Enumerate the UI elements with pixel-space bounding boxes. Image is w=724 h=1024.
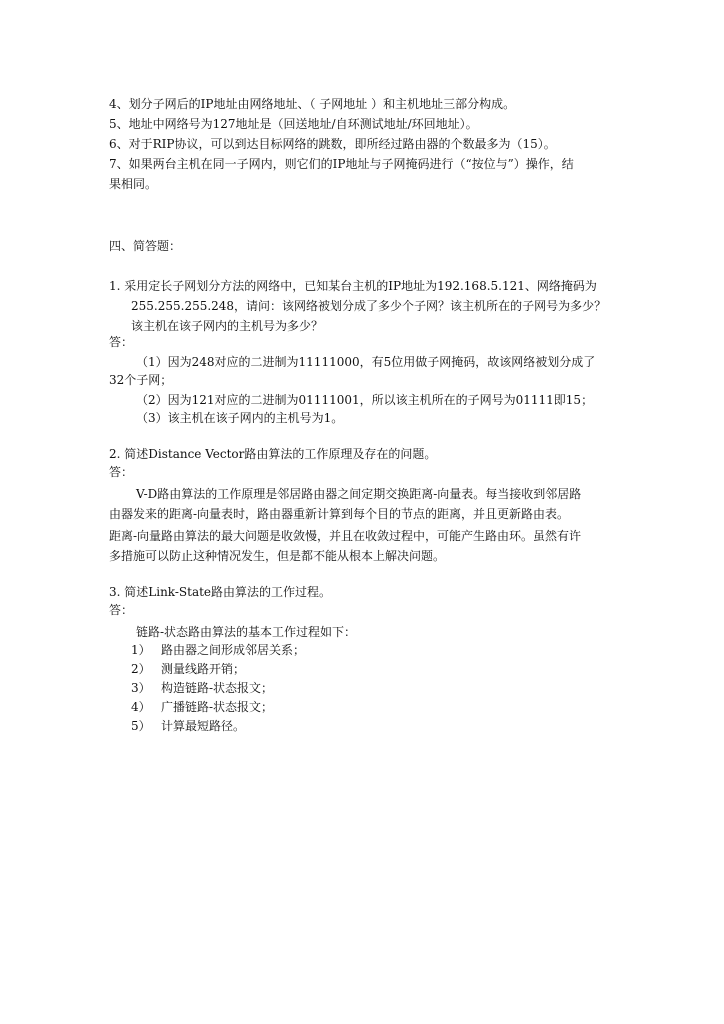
step-text: 广播链路-状态报文； <box>161 700 274 714</box>
fill-blank-6: 6、对于RIP协议，可以到达目标网络的跳数，即所经过路由器的个数最多为（15）。 <box>109 137 556 151</box>
question-1-answer-2: （2）因为121对应的二进制为01111001，所以该主机所在的子网号为01111即15； <box>136 393 594 407</box>
step-text: 路由器之间形成邻居关系； <box>161 643 306 657</box>
question-3-title: 3. 简述Link-State路由算法的工作过程。 <box>109 585 332 599</box>
question-1-answer-3: （3）该主机在该子网内的主机号为1。 <box>136 411 344 425</box>
question-2-answer-1-cont: 由器发来的距离-向量表时，路由器重新计算到每个目的节点的距离，并且更新路由表。 <box>109 507 570 521</box>
step-number: 1） <box>131 643 151 657</box>
section-title: 四、简答题： <box>109 239 182 253</box>
question-3-step <box>131 680 273 696</box>
step-text: 构造链路-状态报文； <box>161 681 274 695</box>
question-1-title: 1. 采用定长子网划分方法的网络中，已知某台主机的IP地址为192.168.5.121、网络掩码为 <box>109 279 597 293</box>
step-number: 2） <box>131 662 151 676</box>
step-number: 3） <box>131 681 151 695</box>
question-1-answer-1: （1）因为248对应的二进制为11111000，有5位用做子网掩码，故该网络被划分成了 <box>136 355 596 369</box>
question-3-step <box>131 718 245 734</box>
step-text: 测量线路开销； <box>161 662 246 676</box>
question-2-answer-label: 答： <box>109 465 134 479</box>
fill-blank-4: 4、划分子网后的IP地址由网络地址、（ 子网地址 ）和主机地址三部分构成。 <box>109 97 516 111</box>
question-3-step <box>131 642 305 658</box>
fill-blank-5: 5、地址中网络号为127地址是（回送地址/自环测试地址/环回地址）。 <box>109 117 478 131</box>
question-1-answer-label: 答： <box>109 335 134 349</box>
step-number: 4） <box>131 700 151 714</box>
question-3-step <box>131 661 245 677</box>
question-2-answer-1: V-D路由算法的工作原理是邻居路由器之间定期交换距离-向量表。每当接收到邻居路 <box>136 487 582 501</box>
question-3-answer-label: 答： <box>109 603 134 617</box>
question-1-title-cont1: 255.255.255.248，请问：该网络被划分成了多少个子网？该主机所在的子网号为多少？ <box>131 299 607 313</box>
step-number: 5） <box>131 719 151 733</box>
fill-blank-7-cont: 果相同。 <box>109 177 158 191</box>
step-text: 计算最短路径。 <box>161 719 246 733</box>
question-3-intro: 链路-状态路由算法的基本工作过程如下： <box>136 625 357 639</box>
question-1-title-cont2: 该主机在该子网内的主机号为多少？ <box>131 319 324 333</box>
question-2-answer-2: 距离-向量路由算法的最大问题是收敛慢，并且在收敛过程中，可能产生路由环。虽然有许 <box>109 529 582 543</box>
question-3-step <box>131 699 273 715</box>
question-2-answer-2-cont: 多措施可以防止这种情况发生，但是都不能从根本上解决问题。 <box>109 549 446 563</box>
question-1-answer-1-cont: 32个子网； <box>109 373 173 387</box>
question-2-title: 2. 简述Distance Vector路由算法的工作原理及存在的问题。 <box>109 447 437 461</box>
fill-blank-7: 7、如果两台主机在同一子网内，则它们的IP地址与子网掩码进行（“按位与”）操作，结 <box>109 157 574 171</box>
